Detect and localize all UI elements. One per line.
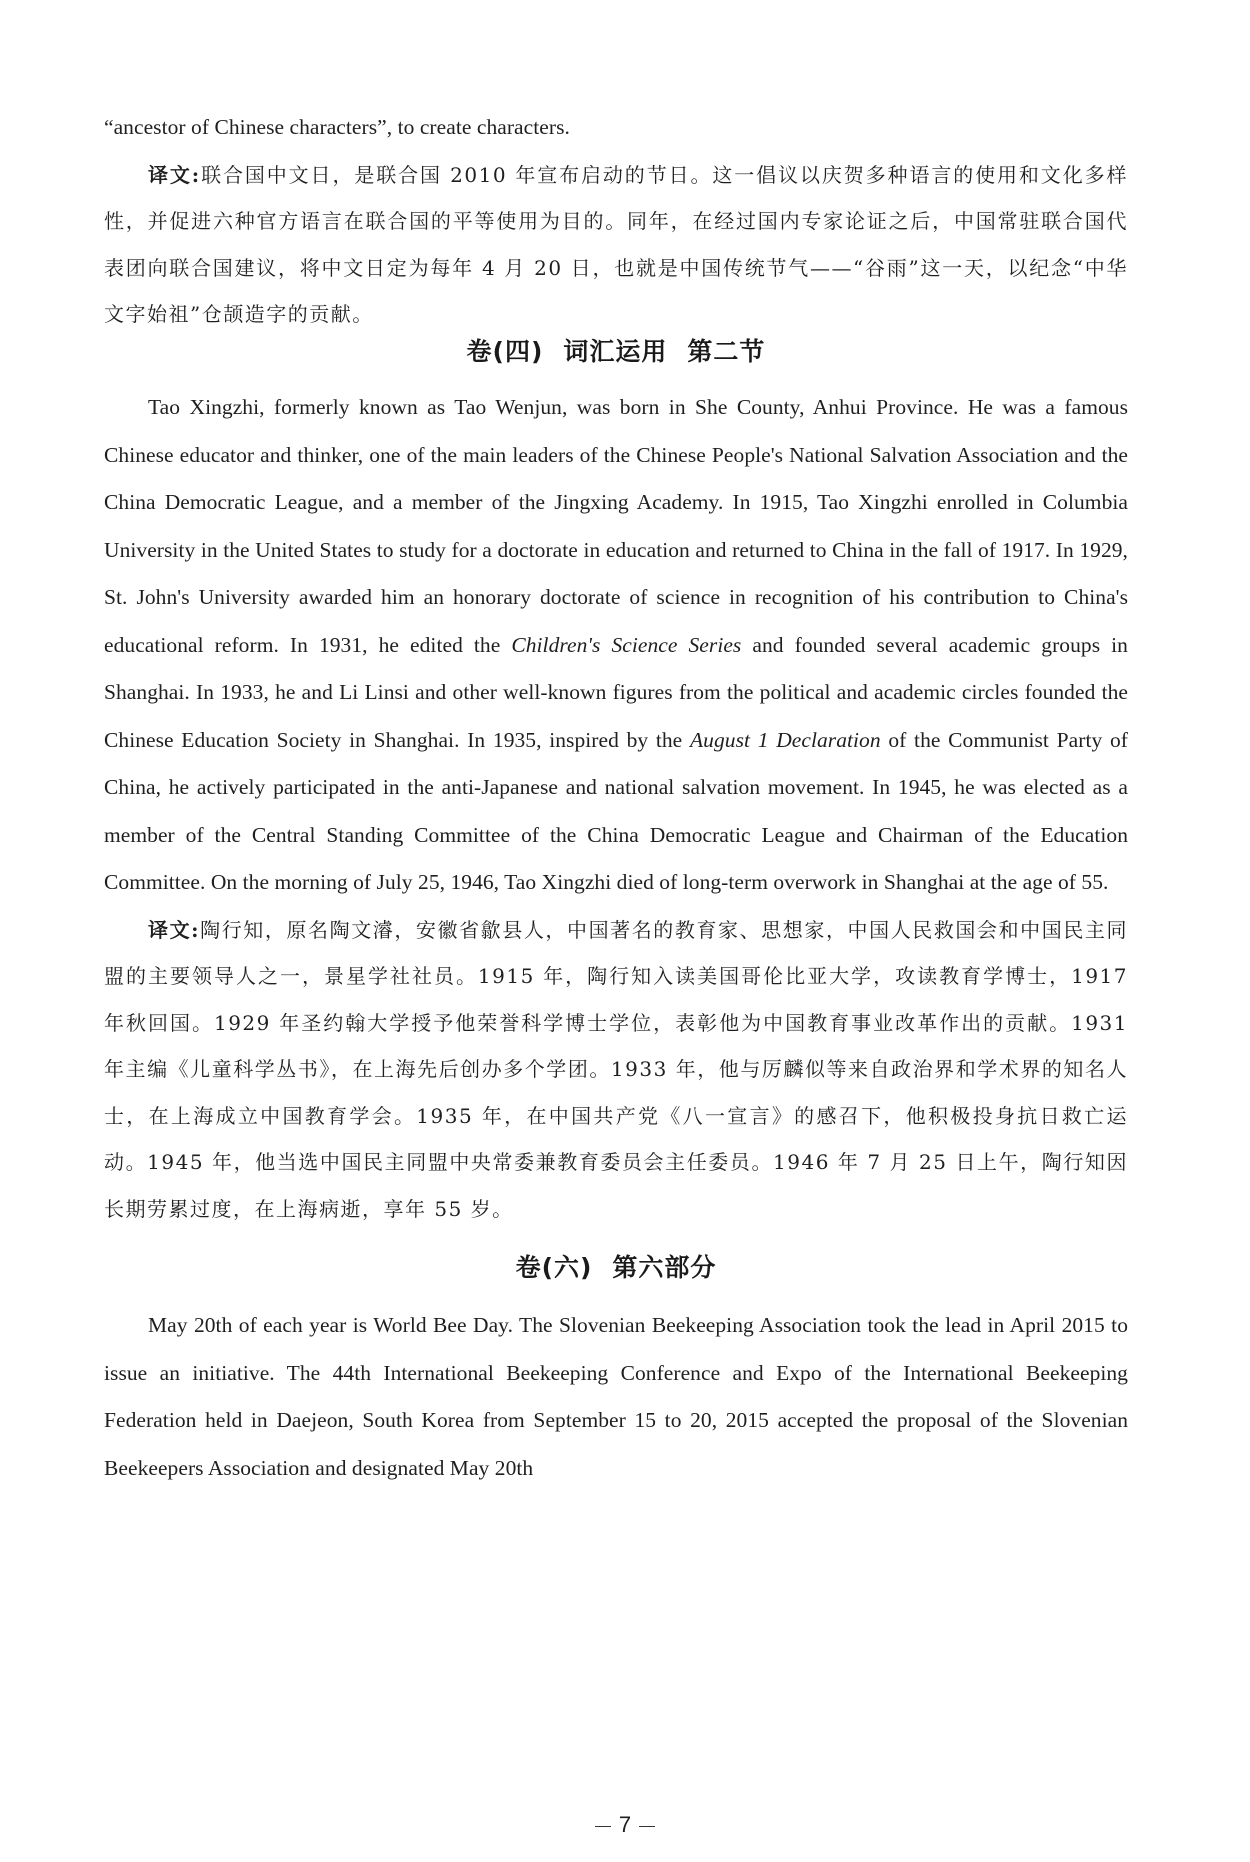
page-number [0, 1812, 1250, 1838]
section-heading-vocabulary [104, 332, 1128, 368]
heading-volume: 卷(六) [515, 1253, 593, 1282]
english-passage-tail: “ancestor of Chinese characters”, to create characters. [104, 115, 570, 139]
english-passage-tao-xingzhi [104, 384, 1128, 907]
translation-text: 陶行知，原名陶文濬，安徽省歙县人，中国著名的教育家、思想家，中国人民救国会和中国民主同盟的主要领导人之一，景星学社社员。1915 年，陶行知入读美国哥伦比亚大学，攻读教育学博士，1917 年秋回国。1929 年圣约翰大学授予他荣誉科学博士学位，表彰他为中国教育事业改革作出的贡献。1931 年主编《儿童科学丛书》，在上海先后创办多个学团。1933 年，他与厉麟似等来自政治界和学术界的知名人士，在上海成立中国教育学会。1935 年，在中国共产党《八一宣言》的感召下，他积极投身抗日救亡运动。1945 年，他当选中国民主同盟中央常委兼教育委员会主任委员。1946 年 7 月 25 日上午，陶行知因长期劳累过度，在上海病逝，享年 55 岁。 [104, 917, 1128, 1221]
heading-topic: 词汇运用 [563, 337, 668, 366]
heading-part: 第六部分 [612, 1253, 717, 1282]
heading-part: 第二节 [687, 337, 766, 366]
page-number-dash-right [639, 1826, 655, 1827]
page-number-dash-left [595, 1826, 611, 1827]
passage-block-2 [104, 384, 1128, 1232]
passage-block-3 [104, 1302, 1128, 1492]
translation-label: 译文: [148, 162, 201, 187]
translation-label: 译文: [148, 917, 201, 942]
declaration-title: August 1 Declaration [689, 727, 881, 752]
page-number-value: 7 [618, 1812, 632, 1837]
passage-text-part-1: Tao Xingzhi, formerly known as Tao Wenjun, was born in She County, Anhui Province. He was a famous Chinese educator and thinker, one of the main leaders of the Chinese People's National Salvation Association and the China Democratic League, and a member of the Jingxing Academy. In 1915, Tao Xingzhi enrolled in Columbia University in the United States to study for a doctorate in education and returned to China in the fall of 1917. In 1929, St. John's University awarded him an honorary doctorate of science in recognition of his contribution to China's educational reform. In 1931, he edited the [104, 395, 1128, 657]
english-passage-bee-day: May 20th of each year is World Bee Day. The Slovenian Beekeeping Association took the lead in April 2015 to issue an initiative. The 44th International Beekeeping Conference and Expo of the International Beekeeping Federation held in Daejeon, South Korea from September 15 to 20, 2015 accepted the proposal of the Slovenian Beekeepers Association and designated May 20th [104, 1313, 1128, 1480]
book-title: Children's Science Series [511, 632, 742, 657]
translation-text: 联合国中文日，是联合国 2010 年宣布启动的节日。这一倡议以庆贺多种语言的使用和文化多样性，并促进六种官方语言在联合国的平等使用为目的。同年，在经过国内专家论证之后，中国常驻联合国代表团向联合国建议，将中文日定为每年 4 月 20 日，也就是中国传统节气——“谷雨”这一天，以纪念“中华文字始祖”仓颉造字的贡献。 [104, 162, 1128, 326]
passage-text-part-3: of the Communist Party of China, he actively participated in the anti-Japanese and national salvation movement. In 1945, he was elected as a member of the Central Standing Committee of the China Democratic League and Chairman of the Education Committee. On the morning of July 25, 1946, Tao Xingzhi died of long-term overwork in Shanghai at the age of 55. [104, 727, 1128, 894]
section-heading-part-six [104, 1248, 1128, 1284]
heading-volume: 卷(四) [466, 337, 544, 366]
passage-block-1 [104, 104, 1128, 338]
passage-text-part-2: and founded several academic groups in Shanghai. In 1933, he and Li Linsi and other well-known figures from the political and academic circles founded the Chinese Education Society in Shanghai. In 1935, inspired by the [104, 632, 1128, 752]
translation-paragraph-1 [104, 152, 1128, 338]
translation-paragraph-2 [104, 907, 1128, 1233]
